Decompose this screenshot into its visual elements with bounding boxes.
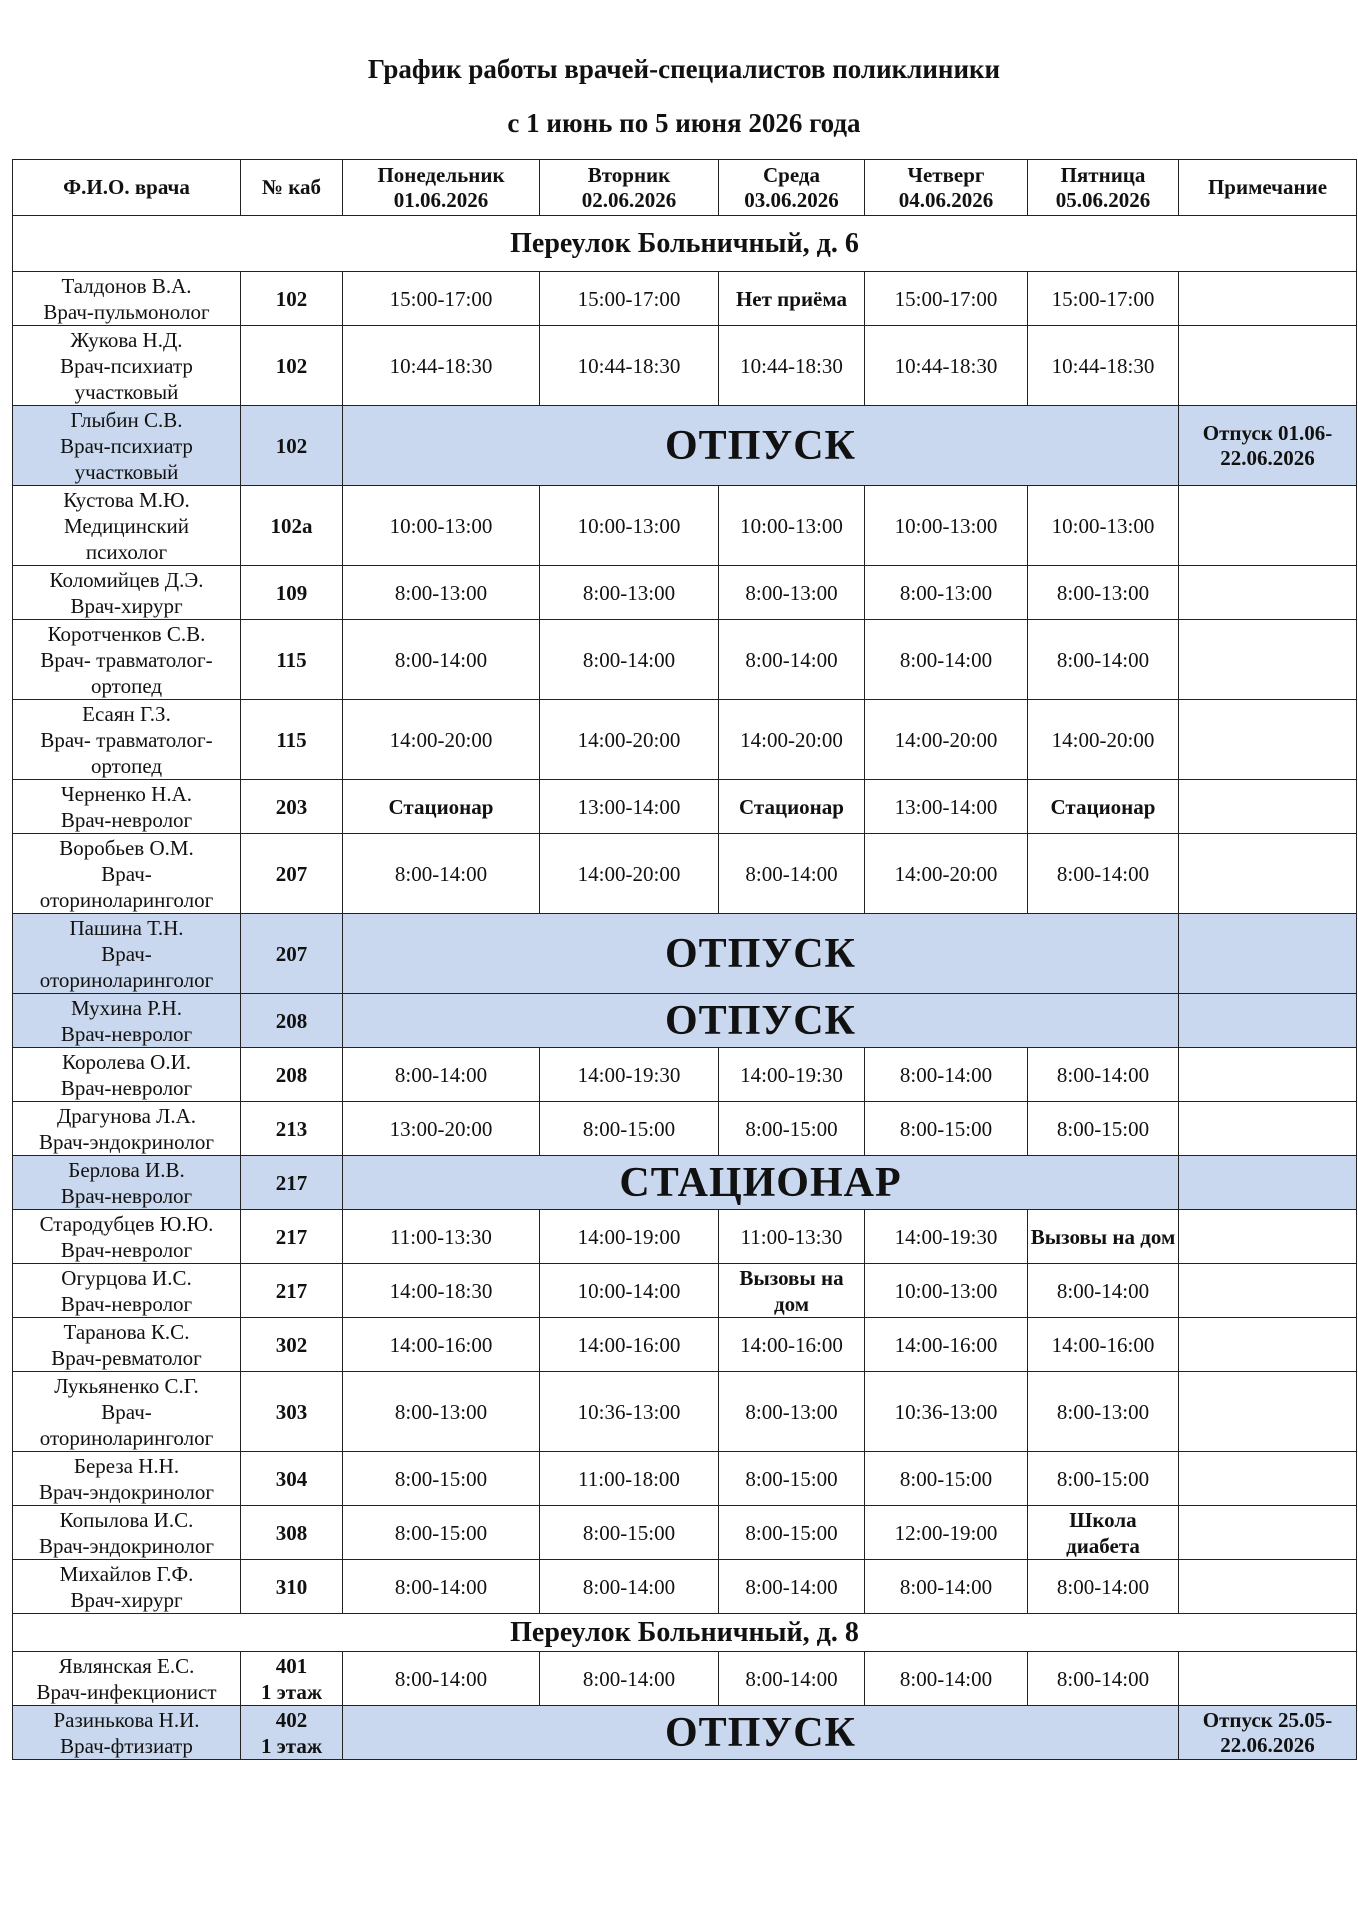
doctor-role: Врач-	[101, 861, 152, 886]
room-cell	[241, 994, 343, 1048]
hours-friday: 8:00-13:00	[1028, 566, 1179, 620]
hours-tuesday: 10:00-14:00	[540, 1264, 719, 1318]
note-cell	[1179, 1652, 1357, 1706]
doctor-name: Воробьев О.М.	[59, 835, 194, 860]
room-cell	[241, 1210, 343, 1264]
hours-friday: 8:00-13:00	[1028, 1372, 1179, 1452]
doctor-role: Врач-психиатр	[60, 353, 193, 378]
doctor-row	[13, 1506, 1357, 1560]
doctor-row	[13, 834, 1357, 914]
hours-monday: 8:00-13:00	[343, 566, 540, 620]
hours-monday: 8:00-14:00	[343, 1560, 540, 1614]
note-cell	[1179, 994, 1357, 1048]
hours-monday: 14:00-16:00	[343, 1318, 540, 1372]
room-cell	[241, 834, 343, 914]
doctor-name: Огурцова И.С.	[61, 1265, 192, 1290]
hours-tuesday: 10:44-18:30	[540, 326, 719, 406]
hours-friday: 8:00-15:00	[1028, 1102, 1179, 1156]
hours-tuesday: 8:00-14:00	[540, 1652, 719, 1706]
section-row	[13, 1614, 1357, 1652]
hours-monday: 8:00-15:00	[343, 1452, 540, 1506]
hours-tuesday: 10:00-13:00	[540, 486, 719, 566]
doctor-role: Врач-невролог	[60, 1021, 193, 1046]
hours-wednesday: 8:00-13:00	[719, 566, 865, 620]
doctor-cell	[13, 1318, 241, 1372]
note-cell	[1179, 1318, 1357, 1372]
note-cell	[1179, 1372, 1357, 1452]
section-label: Переулок Больничный, д. 6	[13, 216, 1357, 272]
hours-friday: Вызовы на дом	[1028, 1210, 1179, 1264]
doctor-role-cont: ортопед	[90, 673, 163, 698]
doctor-row	[13, 1318, 1357, 1372]
doctor-cell	[13, 1156, 241, 1210]
doctor-name: Коротченков С.В.	[47, 621, 206, 646]
doctor-role-cont: участковый	[74, 379, 179, 404]
status-merged: ОТПУСК	[343, 914, 1179, 994]
header-tuesday: Вторник 02.06.2026	[540, 160, 719, 216]
room-cell	[241, 486, 343, 566]
room-number: 304	[275, 1466, 308, 1491]
note-cell	[1179, 1156, 1357, 1210]
hours-monday: 11:00-13:30	[343, 1210, 540, 1264]
hours-wednesday: 11:00-13:30	[719, 1210, 865, 1264]
room-number: 213	[275, 1116, 308, 1141]
section-label: Переулок Больничный, д. 8	[13, 1614, 1357, 1652]
doctor-name: Кустова М.Ю.	[63, 487, 190, 512]
hours-wednesday: 8:00-13:00	[719, 1372, 865, 1452]
hours-monday: Стационар	[343, 780, 540, 834]
doctor-role: Врач-невролог	[60, 1075, 193, 1100]
doctor-role: Врач-невролог	[60, 1183, 193, 1208]
doctor-role: Врач-хирург	[70, 1587, 183, 1612]
doctor-row	[13, 1210, 1357, 1264]
hours-friday: Стационар	[1028, 780, 1179, 834]
hours-tuesday: 14:00-16:00	[540, 1318, 719, 1372]
room-floor: 1 этаж	[260, 1679, 323, 1704]
doctor-name: Мухина Р.Н.	[71, 995, 182, 1020]
header-name: Ф.И.О. врача	[13, 160, 241, 216]
doctor-name: Жукова Н.Д.	[70, 327, 183, 352]
doctor-role: Врач-хирург	[70, 593, 183, 618]
hours-monday: 10:00-13:00	[343, 486, 540, 566]
doctor-name: Являнская Е.С.	[58, 1653, 195, 1678]
doctor-row	[13, 700, 1357, 780]
doctor-role-cont: ортопед	[90, 753, 163, 778]
doctor-role: Врач-фтизиатр	[60, 1733, 193, 1758]
room-cell	[241, 1318, 343, 1372]
doctor-row	[13, 994, 1357, 1048]
doctor-row	[13, 1452, 1357, 1506]
hours-wednesday: 8:00-14:00	[719, 620, 865, 700]
note-cell	[1179, 326, 1357, 406]
hours-thursday: 14:00-19:30	[865, 1210, 1028, 1264]
doctor-role: Врач-эндокринолог	[39, 1129, 214, 1154]
room-number: 102а	[270, 513, 313, 538]
header-wednesday: Среда 03.06.2026	[719, 160, 865, 216]
hours-friday: 14:00-20:00	[1028, 700, 1179, 780]
hours-tuesday: 8:00-13:00	[540, 566, 719, 620]
hours-monday: 8:00-13:00	[343, 1372, 540, 1452]
doctor-row	[13, 620, 1357, 700]
doctor-name: Таранова К.С.	[63, 1319, 190, 1344]
hours-thursday: 8:00-13:00	[865, 566, 1028, 620]
hours-wednesday: 10:00-13:00	[719, 486, 865, 566]
hours-monday: 8:00-14:00	[343, 834, 540, 914]
doctor-cell	[13, 1452, 241, 1506]
hours-thursday: 8:00-14:00	[865, 620, 1028, 700]
room-number: 115	[276, 727, 307, 752]
hours-monday: 8:00-15:00	[343, 1506, 540, 1560]
header-row	[13, 160, 1357, 216]
room-number: 109	[275, 580, 308, 605]
doctor-cell	[13, 780, 241, 834]
doctor-cell	[13, 566, 241, 620]
schedule-page	[12, 0, 1356, 1758]
doctor-cell	[13, 700, 241, 780]
doctor-role: Врач-эндокринолог	[39, 1479, 214, 1504]
hours-thursday: 14:00-20:00	[865, 834, 1028, 914]
doctor-row	[13, 406, 1357, 486]
doctor-name: Лукьяненко С.Г.	[54, 1373, 199, 1398]
room-cell	[241, 566, 343, 620]
room-cell	[241, 1372, 343, 1452]
hours-thursday: 15:00-17:00	[865, 272, 1028, 326]
doctor-cell	[13, 486, 241, 566]
hours-wednesday: 8:00-15:00	[719, 1506, 865, 1560]
doctor-row	[13, 486, 1357, 566]
note-cell	[1179, 1210, 1357, 1264]
header-note: Примечание	[1179, 160, 1357, 216]
room-number: 207	[275, 941, 308, 966]
doctor-row	[13, 326, 1357, 406]
note-cell: Отпуск 25.05-22.06.2026	[1179, 1706, 1357, 1760]
hours-friday: 8:00-14:00	[1028, 1264, 1179, 1318]
hours-wednesday: 14:00-20:00	[719, 700, 865, 780]
room-number: 217	[275, 1170, 308, 1195]
doctor-role: Врач-эндокринолог	[39, 1533, 214, 1558]
room-number: 302	[275, 1332, 308, 1357]
room-number: 208	[275, 1008, 308, 1033]
hours-tuesday: 10:36-13:00	[540, 1372, 719, 1452]
doctor-role: Врач-пульмонолог	[43, 299, 210, 324]
doctor-role: Врач-психиатр	[60, 433, 193, 458]
doctor-cell	[13, 1560, 241, 1614]
room-number: 402	[275, 1707, 308, 1732]
room-cell	[241, 1102, 343, 1156]
doctor-cell	[13, 406, 241, 486]
doctor-cell	[13, 1372, 241, 1452]
hours-friday: 14:00-16:00	[1028, 1318, 1179, 1372]
doctor-role: Врач-ревматолог	[51, 1345, 202, 1370]
room-cell	[241, 272, 343, 326]
hours-monday: 13:00-20:00	[343, 1102, 540, 1156]
doctor-name: Разинькова Н.И.	[53, 1707, 200, 1732]
note-cell	[1179, 486, 1357, 566]
doctor-role: Врач-инфекционист	[36, 1679, 217, 1704]
hours-monday: 14:00-18:30	[343, 1264, 540, 1318]
room-number: 207	[275, 861, 308, 886]
doctor-cell	[13, 326, 241, 406]
hours-friday: 8:00-14:00	[1028, 1048, 1179, 1102]
hours-friday: 8:00-14:00	[1028, 1652, 1179, 1706]
header-friday: Пятница 05.06.2026	[1028, 160, 1179, 216]
doctor-cell	[13, 914, 241, 994]
hours-friday: 10:00-13:00	[1028, 486, 1179, 566]
doctor-role-cont: оториноларинголог	[39, 1425, 214, 1450]
doctor-cell	[13, 1210, 241, 1264]
hours-thursday: 10:36-13:00	[865, 1372, 1028, 1452]
hours-thursday: 8:00-15:00	[865, 1452, 1028, 1506]
room-cell	[241, 780, 343, 834]
hours-thursday: 8:00-14:00	[865, 1048, 1028, 1102]
room-cell	[241, 700, 343, 780]
hours-monday: 8:00-14:00	[343, 1048, 540, 1102]
doctor-name: Королева О.И.	[61, 1049, 192, 1074]
hours-wednesday: Вызовы на дом	[719, 1264, 865, 1318]
doctor-row	[13, 272, 1357, 326]
hours-friday: 8:00-14:00	[1028, 1560, 1179, 1614]
page-title: График работы врачей-специалистов поликлиники	[367, 54, 1001, 84]
hours-friday: 8:00-15:00	[1028, 1452, 1179, 1506]
doctor-row	[13, 1264, 1357, 1318]
hours-tuesday: 8:00-14:00	[540, 1560, 719, 1614]
hours-monday: 8:00-14:00	[343, 1652, 540, 1706]
note-cell	[1179, 1102, 1357, 1156]
header-room: № каб	[241, 160, 343, 216]
hours-monday: 15:00-17:00	[343, 272, 540, 326]
page-subtitle: с 1 июнь по 5 июня 2026 года	[507, 108, 861, 138]
room-cell	[241, 1452, 343, 1506]
hours-thursday: 14:00-16:00	[865, 1318, 1028, 1372]
room-number: 102	[275, 433, 308, 458]
hours-thursday: 10:00-13:00	[865, 486, 1028, 566]
hours-tuesday: 14:00-20:00	[540, 834, 719, 914]
doctor-cell	[13, 994, 241, 1048]
note-cell	[1179, 914, 1357, 994]
doctor-cell	[13, 1102, 241, 1156]
doctor-cell	[13, 1264, 241, 1318]
hours-wednesday: 14:00-19:30	[719, 1048, 865, 1102]
hours-friday: 8:00-14:00	[1028, 834, 1179, 914]
doctor-name: Есаян Г.З.	[82, 701, 171, 726]
hours-thursday: 14:00-20:00	[865, 700, 1028, 780]
doctor-name: Береза Н.Н.	[73, 1453, 180, 1478]
status-merged: СТАЦИОНАР	[343, 1156, 1179, 1210]
doctor-cell	[13, 272, 241, 326]
hours-wednesday: 14:00-16:00	[719, 1318, 865, 1372]
hours-monday: 8:00-14:00	[343, 620, 540, 700]
room-cell	[241, 1706, 343, 1760]
room-cell	[241, 1560, 343, 1614]
hours-thursday: 8:00-15:00	[865, 1102, 1028, 1156]
doctor-role-cont: оториноларинголог	[39, 887, 214, 912]
hours-tuesday: 14:00-19:30	[540, 1048, 719, 1102]
room-number: 303	[275, 1399, 308, 1424]
hours-wednesday: 8:00-15:00	[719, 1102, 865, 1156]
hours-tuesday: 15:00-17:00	[540, 272, 719, 326]
doctor-row	[13, 780, 1357, 834]
room-number: 203	[275, 794, 308, 819]
room-cell	[241, 326, 343, 406]
hours-monday: 14:00-20:00	[343, 700, 540, 780]
room-number: 102	[275, 286, 308, 311]
hours-friday: 10:44-18:30	[1028, 326, 1179, 406]
doctor-row	[13, 1156, 1357, 1210]
doctor-name: Черненко Н.А.	[61, 781, 192, 806]
hours-thursday: 12:00-19:00	[865, 1506, 1028, 1560]
doctor-name: Глыбин С.В.	[70, 407, 183, 432]
hours-friday: Школа диабета	[1028, 1506, 1179, 1560]
note-cell	[1179, 1506, 1357, 1560]
section-row	[13, 216, 1357, 272]
doctor-role-cont: психолог	[85, 539, 168, 564]
header-monday: Понедельник 01.06.2026	[343, 160, 540, 216]
status-merged: ОТПУСК	[343, 406, 1179, 486]
note-cell	[1179, 1560, 1357, 1614]
status-merged: ОТПУСК	[343, 994, 1179, 1048]
doctor-cell	[13, 834, 241, 914]
note-cell	[1179, 780, 1357, 834]
note-cell	[1179, 566, 1357, 620]
hours-wednesday: 8:00-14:00	[719, 1560, 865, 1614]
hours-tuesday: 11:00-18:00	[540, 1452, 719, 1506]
hours-monday: 10:44-18:30	[343, 326, 540, 406]
doctor-role: Врач-	[101, 1399, 152, 1424]
hours-thursday: 8:00-14:00	[865, 1652, 1028, 1706]
hours-wednesday: 8:00-15:00	[719, 1452, 865, 1506]
hours-thursday: 10:00-13:00	[865, 1264, 1028, 1318]
doctor-cell	[13, 620, 241, 700]
doctor-role: Врач- травматолог-	[40, 647, 213, 672]
note-cell	[1179, 620, 1357, 700]
doctor-role-cont: участковый	[74, 459, 179, 484]
doctor-name: Пашина Т.Н.	[69, 915, 184, 940]
room-cell	[241, 406, 343, 486]
room-cell	[241, 620, 343, 700]
doctor-role: Врач-невролог	[60, 1291, 193, 1316]
doctor-cell	[13, 1048, 241, 1102]
note-cell	[1179, 700, 1357, 780]
doctor-row	[13, 1652, 1357, 1706]
doctor-row	[13, 566, 1357, 620]
hours-friday: 8:00-14:00	[1028, 620, 1179, 700]
doctor-name: Коломийцев Д.Э.	[49, 567, 204, 592]
note-cell	[1179, 1452, 1357, 1506]
doctor-role: Медицинский	[63, 513, 190, 538]
doctor-role: Врач-невролог	[60, 1237, 193, 1262]
note-cell	[1179, 272, 1357, 326]
schedule-table	[12, 159, 1357, 1760]
hours-friday: 15:00-17:00	[1028, 272, 1179, 326]
note-cell: Отпуск 01.06-22.06.2026	[1179, 406, 1357, 486]
room-cell	[241, 1156, 343, 1210]
note-cell	[1179, 834, 1357, 914]
hours-wednesday: 8:00-14:00	[719, 1652, 865, 1706]
room-number: 102	[275, 353, 308, 378]
room-number: 401	[275, 1653, 308, 1678]
hours-wednesday: Нет приёма	[719, 272, 865, 326]
hours-tuesday: 8:00-15:00	[540, 1506, 719, 1560]
room-number: 310	[275, 1574, 308, 1599]
doctor-row	[13, 1560, 1357, 1614]
doctor-row	[13, 1102, 1357, 1156]
room-number: 217	[275, 1278, 308, 1303]
room-cell	[241, 1506, 343, 1560]
doctor-name: Стародубцев Ю.Ю.	[39, 1211, 214, 1236]
room-number: 115	[276, 647, 307, 672]
doctor-cell	[13, 1506, 241, 1560]
doctor-name: Михайлов Г.Ф.	[59, 1561, 194, 1586]
hours-thursday: 13:00-14:00	[865, 780, 1028, 834]
doctor-row	[13, 914, 1357, 994]
hours-tuesday: 8:00-14:00	[540, 620, 719, 700]
hours-tuesday: 8:00-15:00	[540, 1102, 719, 1156]
room-cell	[241, 914, 343, 994]
hours-thursday: 10:44-18:30	[865, 326, 1028, 406]
doctor-cell	[13, 1652, 241, 1706]
room-floor: 1 этаж	[260, 1733, 323, 1758]
note-cell	[1179, 1048, 1357, 1102]
doctor-row	[13, 1372, 1357, 1452]
schedule-body	[13, 216, 1357, 1760]
doctor-name: Драгунова Л.А.	[56, 1103, 197, 1128]
hours-wednesday: 10:44-18:30	[719, 326, 865, 406]
status-merged: ОТПУСК	[343, 1706, 1179, 1760]
doctor-role: Врач-	[101, 941, 152, 966]
hours-wednesday: Стационар	[719, 780, 865, 834]
room-number: 217	[275, 1224, 308, 1249]
note-cell	[1179, 1264, 1357, 1318]
hours-tuesday: 14:00-19:00	[540, 1210, 719, 1264]
hours-thursday: 8:00-14:00	[865, 1560, 1028, 1614]
hours-tuesday: 14:00-20:00	[540, 700, 719, 780]
room-number: 208	[275, 1062, 308, 1087]
doctor-name: Берлова И.В.	[68, 1157, 185, 1182]
room-cell	[241, 1264, 343, 1318]
doctor-row	[13, 1706, 1357, 1760]
room-cell	[241, 1652, 343, 1706]
room-number: 308	[275, 1520, 308, 1545]
doctor-row	[13, 1048, 1357, 1102]
room-cell	[241, 1048, 343, 1102]
doctor-role: Врач- травматолог-	[40, 727, 213, 752]
doctor-name: Копылова И.С.	[59, 1507, 194, 1532]
doctor-name: Талдонов В.А.	[61, 273, 192, 298]
hours-tuesday: 13:00-14:00	[540, 780, 719, 834]
header-thursday: Четверг 04.06.2026	[865, 160, 1028, 216]
doctor-cell	[13, 1706, 241, 1760]
doctor-role-cont: оториноларинголог	[39, 967, 214, 992]
hours-wednesday: 8:00-14:00	[719, 834, 865, 914]
doctor-role: Врач-невролог	[60, 807, 193, 832]
